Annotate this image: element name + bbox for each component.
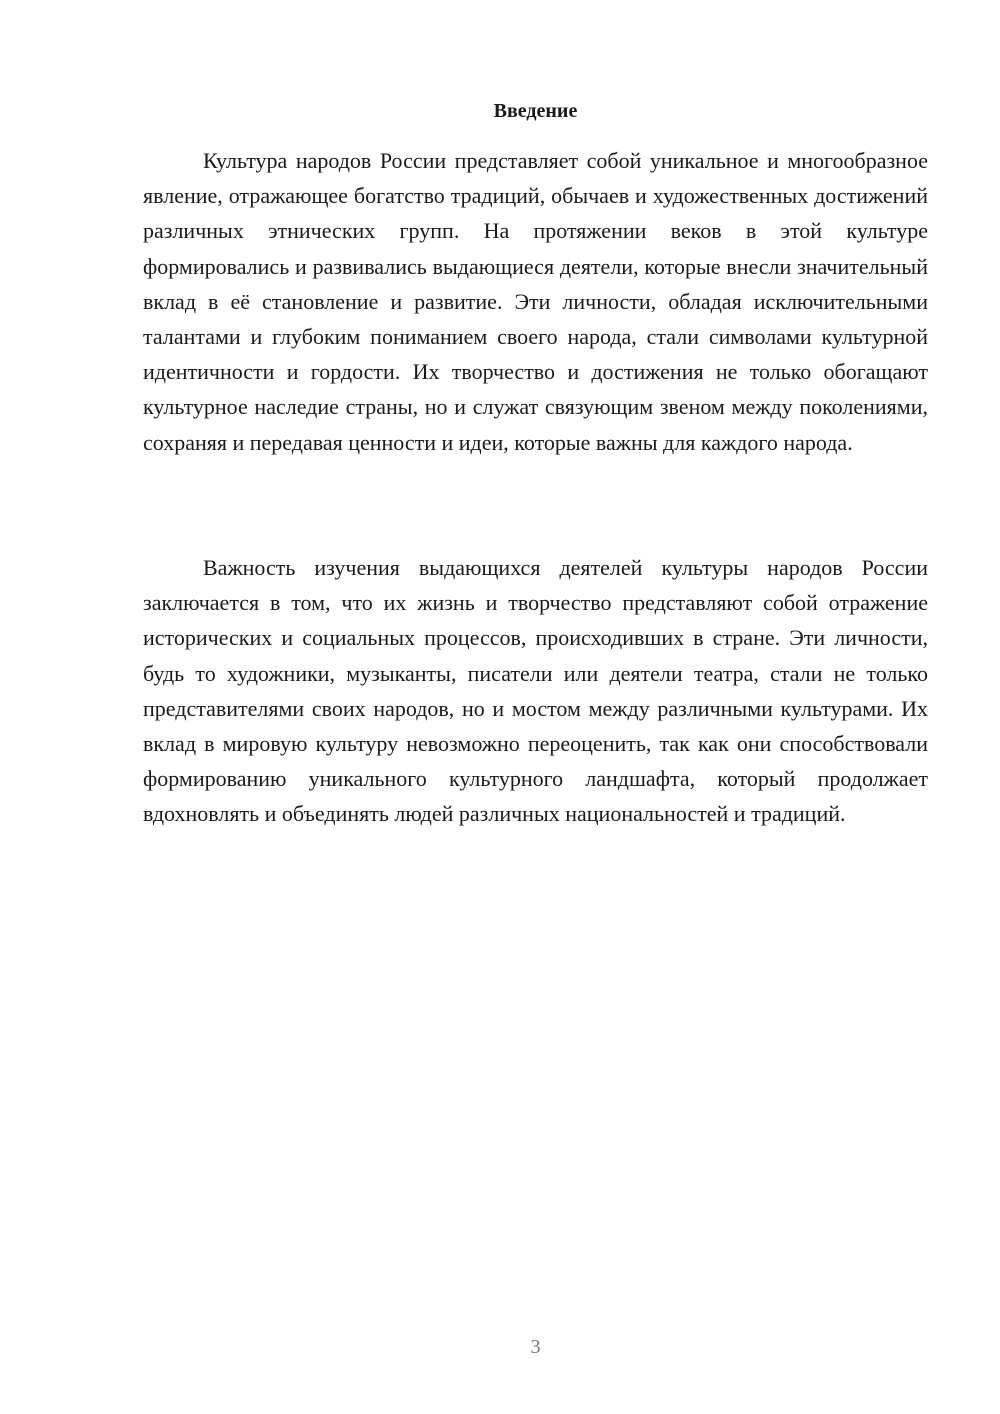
section-heading: Введение xyxy=(493,100,578,122)
page-number: 3 xyxy=(530,1336,541,1358)
paragraph-importance: Важность изучения выдающихся деятелей культуры народов России заключается в том, что их жизнь и творчество представляют собой отражение исторических и социальных процессов, происходивших в стране. Эти личности, будь то художники, музыканты, писатели или деятели театра, стали не только представителями своих народов, но и мостом между различными культурами. Их вклад в мировую культуру невозможно переоценить, так как они способствовали формированию уникального культурного ландшафта, который продолжает вдохновлять и объединять людей различных национальностей и традиций. xyxy=(143,555,928,827)
paragraph-intro: Культура народов России представляет собой уникальное и многообразное явление, отражающее богатство традиций, обычаев и художественных достижений различных этнических групп. На протяжении веков в этой культуре формировались и развивались выдающиеся деятели, которые внесли значительный вклад в её становление и развитие. Эти личности, обладая исключительными талантами и глубоким пониманием своего народа, стали символами культурной идентичности и гордости. Их творчество и достижения не только обогащают культурное наследие страны, но и служат связующим звеном между поколениями, сохраняя и передавая ценности и идеи, которые важны для каждого народа. xyxy=(143,148,928,455)
